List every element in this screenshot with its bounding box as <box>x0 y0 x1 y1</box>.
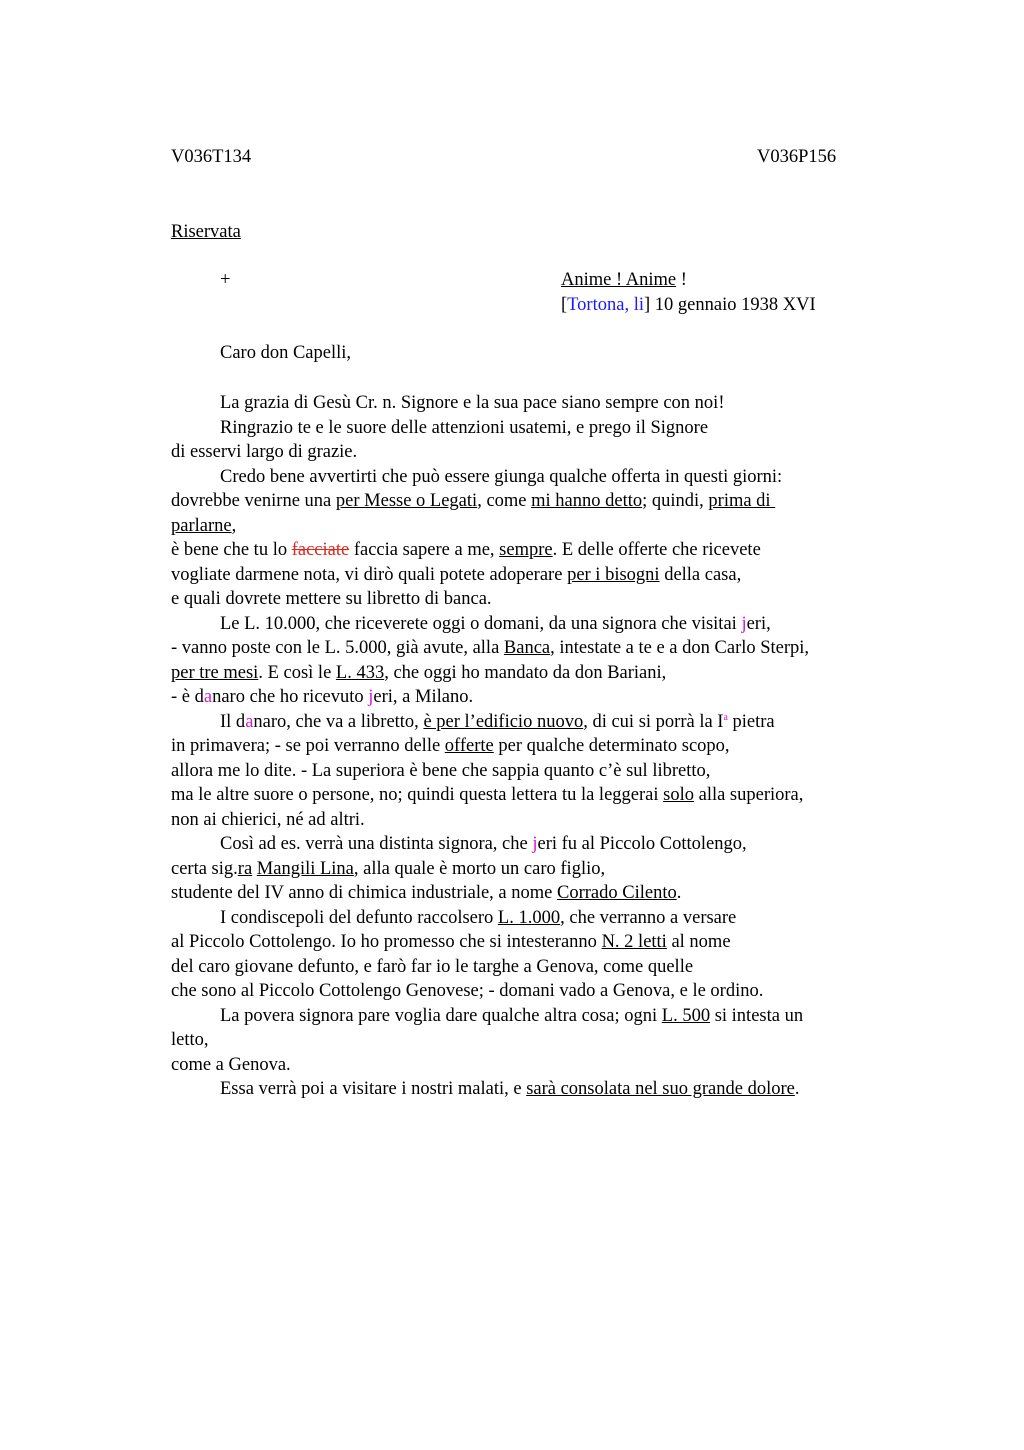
text-run: di esservi largo di grazie. <box>171 442 358 462</box>
letter-line <box>171 955 891 980</box>
letter-line <box>171 1028 891 1053</box>
underlined-run: N. 2 letti <box>601 932 667 952</box>
text-run: letto, <box>171 1030 209 1050</box>
bracket-close: ] <box>643 295 651 315</box>
letter-line <box>171 808 891 833</box>
text-run: La povera signora pare voglia dare qualche altra cosa; ogni <box>220 1005 662 1026</box>
text-run: Le L. 10.000, che riceverete oggi o domani, da una signora che visitai <box>220 613 742 634</box>
underlined-run: ra <box>237 858 253 879</box>
text-run: Credo bene avvertirti che può essere giunga qualche offerta in questi giorni: <box>220 466 783 487</box>
text-run: eri, a Milano. <box>373 687 474 707</box>
motto-text: Anime ! Anime <box>561 270 677 290</box>
letter-line <box>171 1077 891 1102</box>
underlined-run: L. 500 <box>661 1005 711 1026</box>
letter-line <box>171 587 891 612</box>
text-run: ma le altre suore o persone, no; quindi questa lettera tu la leggerai <box>171 785 664 805</box>
text-run: , che oggi ho mandato da don Bariani, <box>384 662 667 683</box>
text-run: . E delle offerte che ricevete <box>552 540 761 560</box>
text-run: non ai chierici, né ad altri. <box>171 809 365 830</box>
corrected-letter: j <box>368 687 374 707</box>
text-run: e quali dovrete mettere su libretto di banca. <box>171 589 492 609</box>
text-run: - vanno poste con le L. 5.000, già avute, alla <box>171 638 504 658</box>
letter-line <box>171 832 891 857</box>
text-run: I condiscepoli del defunto raccolsero <box>220 907 498 928</box>
letter-line <box>171 612 891 637</box>
letter-line <box>171 685 891 710</box>
salutation: Caro don Capelli, <box>220 343 352 363</box>
underlined-run: per tre mesi <box>171 662 259 683</box>
text-run: eri, <box>746 613 771 634</box>
bracket-open: [ <box>561 295 568 315</box>
text-run: vogliate darmene nota, vi dirò quali potete adoperare <box>171 564 568 585</box>
letter-line <box>171 1004 891 1029</box>
text-run: , alla quale è morto un caro figlio, <box>353 858 606 879</box>
underlined-run: L. 1.000 <box>497 907 561 928</box>
text-run: al Piccolo Cottolengo. Io ho promesso che si intesteranno <box>171 932 602 952</box>
letter-line <box>171 979 891 1004</box>
letter-line <box>171 661 891 686</box>
letter-line <box>171 1053 891 1078</box>
text-run: pietra <box>727 711 775 732</box>
text-run: La grazia di Gesù Cr. n. Signore e la sua pace siano sempre con noi! <box>220 393 725 413</box>
underlined-run: Corrado Cilento <box>557 883 677 903</box>
deleted-word: facciate <box>291 540 350 560</box>
letter-line <box>171 857 891 882</box>
underlined-run: offerte <box>444 736 494 756</box>
motto-punct: ! <box>676 270 687 290</box>
underlined-run: Mangili Lina <box>256 858 354 879</box>
letter-line <box>171 440 891 465</box>
letter-line <box>171 710 891 735</box>
text-run: . E così le <box>258 662 336 683</box>
document-code-left: V036T134 <box>171 147 252 167</box>
text-run: naro che ho ricevuto <box>212 687 369 707</box>
letter-line <box>171 489 891 514</box>
cross-symbol: + <box>220 270 231 290</box>
text-run: certa sig. <box>171 858 238 879</box>
motto <box>561 270 687 291</box>
corrected-letter: a <box>203 687 213 707</box>
place-name: Tortona, li <box>567 295 644 315</box>
underlined-run: per Messe o Legati <box>335 491 478 511</box>
document-code-right: V036P156 <box>757 147 837 167</box>
text-run: del caro giovane defunto, e farò far io le targhe a Genova, come quelle <box>171 956 694 977</box>
text-run: , di cui si porrà la I <box>583 711 724 732</box>
text-run: al nome <box>666 932 731 952</box>
letter-date: 10 gennaio 1938 XVI <box>650 295 816 315</box>
letter-line <box>171 881 891 906</box>
text-run: studente del IV anno di chimica industriale, a nome <box>171 883 557 903</box>
text-run: per qualche determinato scopo, <box>493 736 730 756</box>
underlined-run: prima di <box>708 491 776 511</box>
underlined-run: solo <box>663 785 694 805</box>
text-run: si intesta un <box>710 1005 804 1026</box>
text-run: Il d <box>220 711 246 732</box>
text-run: . <box>676 883 682 903</box>
corrected-letter: j <box>741 613 747 634</box>
text-run: , come <box>477 491 532 511</box>
letter-line <box>171 734 891 759</box>
text-run: . <box>794 1079 800 1099</box>
text-run: alla superiora, <box>693 785 804 805</box>
letter-line <box>171 930 891 955</box>
underlined-run: Banca <box>503 638 551 658</box>
text-run: allora me lo dite. - La superiora è bene che sappia quanto c’è sul libretto, <box>171 760 711 781</box>
corrected-letter: j <box>532 834 538 854</box>
text-run: ; quindi, <box>642 491 709 511</box>
letter-line <box>171 783 891 808</box>
letter-line <box>171 514 891 539</box>
text-run: naro, che va a libretto, <box>253 711 424 732</box>
text-run: Così ad es. verrà una distinta signora, che <box>220 834 533 854</box>
text-run: , intestate a te e a don Carlo Sterpi, <box>550 638 810 658</box>
letter-line <box>171 563 891 588</box>
superscript-ordinal: a <box>723 711 728 723</box>
letter-line <box>171 391 891 416</box>
underlined-run: sempre <box>499 540 553 560</box>
text-run: Essa verrà poi a visitare i nostri malati, e <box>220 1079 527 1099</box>
underlined-run: sarà consolata nel suo grande dolore <box>526 1079 795 1099</box>
text-run: che sono al Piccolo Cottolengo Genovese; - domani vado a Genova, e le ordino. <box>171 981 764 1001</box>
letter-line <box>171 465 891 490</box>
letter-line <box>171 416 891 441</box>
text-run: è bene che tu lo <box>171 540 292 560</box>
letter-body <box>171 391 891 1102</box>
text-run: - è d <box>171 687 204 707</box>
letter-line <box>171 759 891 784</box>
letter-line <box>171 538 891 563</box>
text-run: Ringrazio te e le suore delle attenzioni usatemi, e prego il Signore <box>220 417 709 438</box>
place-date <box>561 295 816 316</box>
underlined-run: parlarne <box>171 515 232 536</box>
underlined-run: è per l’edificio nuovo <box>423 711 584 732</box>
text-run: eri fu al Piccolo Cottolengo, <box>537 834 747 854</box>
underlined-run: mi hanno detto <box>531 491 643 511</box>
letter-line <box>171 636 891 661</box>
classification-label: Riservata <box>171 222 241 242</box>
text-run: dovrebbe venirne una <box>171 491 336 511</box>
underlined-run: L. 433 <box>335 662 385 683</box>
text-run: come a Genova. <box>171 1054 291 1075</box>
corrected-letter: a <box>245 711 254 732</box>
letter-line <box>171 906 891 931</box>
text-run: della casa, <box>659 564 742 585</box>
text-run: , che verranno a versare <box>560 907 737 928</box>
text-run: faccia sapere a me, <box>349 540 500 560</box>
underlined-run: per i bisogni <box>567 564 660 585</box>
text-run: in primavera; - se poi verranno delle <box>171 736 445 756</box>
text-run: , <box>231 515 237 536</box>
